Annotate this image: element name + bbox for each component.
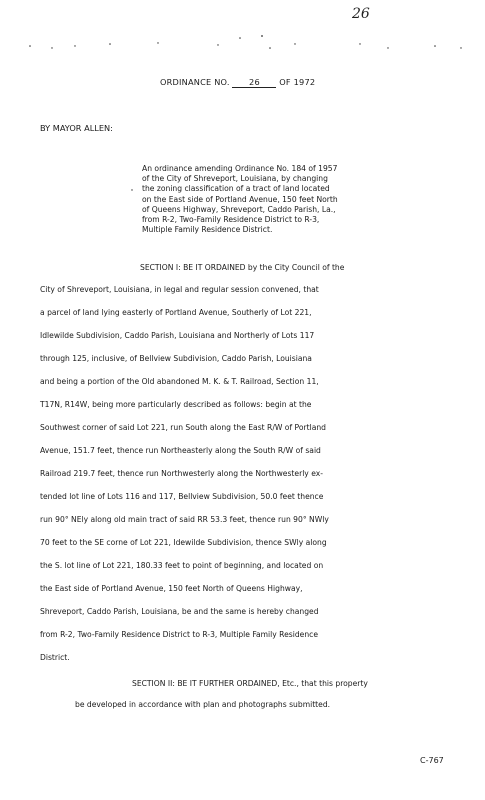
section1-line: T17N, R14W, being more particularly described as follows: begin at the xyxy=(40,400,312,409)
section1-line: Idlewilde Subdivision, Caddo Parish, Louisiana and Northerly of Lots 117 xyxy=(40,331,315,340)
ordinance-year: OF 1972 xyxy=(279,77,316,87)
section1-line: Railroad 219.7 feet, thence run Northwesterly along the Northwesterly ex- xyxy=(40,469,323,478)
summary-line: the zoning classification of a tract of land located xyxy=(142,184,330,194)
ordinance-title xyxy=(160,77,315,88)
section1-line: the East side of Portland Avenue, 150 feet North of Queens Highway, xyxy=(40,584,303,593)
section2-heading-line: SECTION II: BE IT FURTHER ORDAINED, Etc., that this property xyxy=(132,679,368,688)
summary-line: An ordinance amending Ordinance No. 184 of 1957 xyxy=(142,164,338,173)
section1-line: from R-2, Two-Family Residence District to R-3, Multiple Family Residence xyxy=(40,630,319,639)
section1-line: the S. lot line of Lot 221, 180.33 feet to point of beginning, and located on xyxy=(40,561,324,570)
section1-line: Southwest corner of said Lot 221, run South along the East R/W of Portland xyxy=(40,423,326,432)
sponsor-line: BY MAYOR ALLEN: xyxy=(40,123,113,133)
section1-line: a parcel of land lying easterly of Portland Avenue, Southerly of Lot 221, xyxy=(40,308,312,317)
summary-line: of Queens Highway, Shreveport, Caddo Parish, La., xyxy=(142,204,336,214)
ordinance-prefix: ORDINANCE NO. xyxy=(160,77,230,87)
summary-line: of the City of Shreveport, Louisiana, by changing xyxy=(142,174,328,184)
section2-line: be developed in accordance with plan and photographs submitted. xyxy=(75,700,331,709)
section1-line: Shreveport, Caddo Parish, Louisiana, be and the same is hereby changed xyxy=(40,607,319,616)
ordinance-number: 26 xyxy=(232,78,276,88)
handwritten-page-number: 26 xyxy=(352,6,370,22)
section1-line: and being a portion of the Old abandoned M. K. & T. Railroad, Section 11, xyxy=(40,377,319,386)
ordinance-summary xyxy=(142,164,392,235)
summary-line: Multiple Family Residence District. xyxy=(142,225,273,235)
section1-line: 70 feet to the SE corne of Lot 221, Idewilde Subdivision, thence SWly along xyxy=(40,538,327,547)
section1-line: through 125, inclusive, of Bellview Subdivision, Caddo Parish, Louisiana xyxy=(40,354,312,363)
section1-line: District. xyxy=(40,653,70,662)
section1-line: City of Shreveport, Louisiana, in legal and regular session convened, that xyxy=(40,285,319,294)
section1-line: Avenue, 151.7 feet, thence run Northeasterly along the South R/W of said xyxy=(40,446,321,455)
section1-heading-line: SECTION I: BE IT ORDAINED by the City Council of the xyxy=(140,263,345,272)
section1-line: tended lot line of Lots 116 and 117, Bellview Subdivision, 50.0 feet thence xyxy=(40,492,324,501)
summary-line: on the East side of Portland Avenue, 150 feet North xyxy=(142,194,338,204)
section1-line: run 90° NEly along old main tract of said RR 53.3 feet, thence run 90° NWly xyxy=(40,515,329,524)
summary-line: from R-2, Two-Family Residence District to R-3, xyxy=(142,215,320,225)
page-code: C-767 xyxy=(420,756,444,765)
